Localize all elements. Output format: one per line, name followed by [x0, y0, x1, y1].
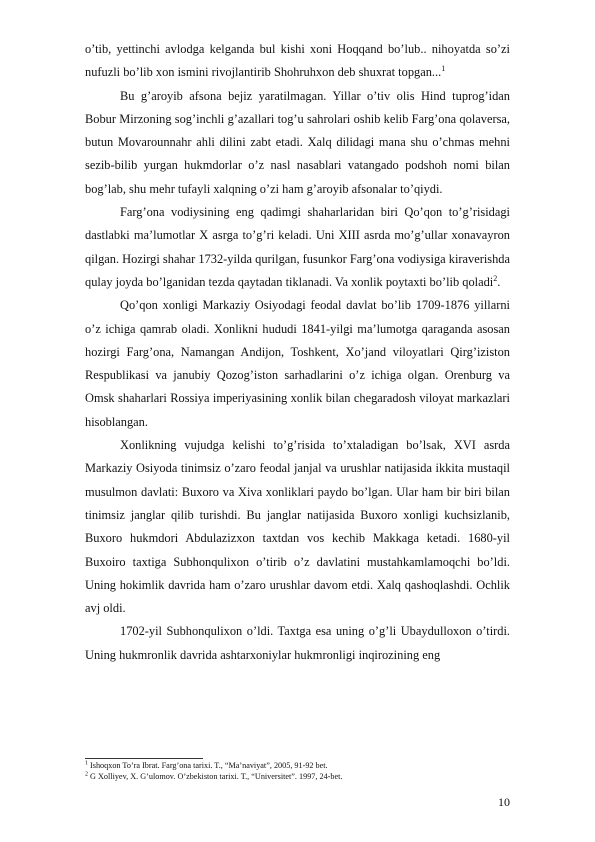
paragraph-1 [85, 38, 510, 85]
footnote-number: 1 [85, 760, 88, 767]
footnote-1 [85, 760, 510, 771]
footnote-2 [85, 771, 510, 782]
paragraph-text: 1702-yil Subhonqulixon o’ldi. Taxtga esa uning o’g’li Ubaydulloxon o’tirdi. Uning hukmronlik davrida ashtarxoniylar hukmronligi inqirozining eng [85, 624, 510, 662]
paragraph-2 [85, 85, 510, 201]
footnote-divider [85, 758, 203, 759]
footnote-ref-2[interactable]: 2 [493, 273, 498, 283]
footnote-ref-1[interactable]: 1 [441, 64, 446, 74]
paragraph-text: Bu g’aroyib afsona bejiz yaratilmagan. Yillar o’tiv olis Hind tuprog’idan Bobur Mirzoning sog’inchli g’azallari tog’u sahrolari oshib kelib Farg’ona qolaversa, butun Movarounnahr ahli dilini zabt etadi. Xalq dilidagi mana shu o’chmas mehni sezib-bilib yurgan hukmdorlar o’z nasl nasablari vatangado podshoh nomi bilan bog’lab, shu mehr tufayli xalqning o’zi ham g’aroyib afsonalar to’qiydi. [85, 88, 510, 196]
paragraph-3 [85, 201, 510, 294]
paragraph-end-punct: . [497, 274, 501, 289]
paragraph-text: o’tib, yettinchi avlodga kelganda bul kishi xoni Hoqqand bo’lub.. nihoyatda so’zi nufuzli bo’lib xon ismini rivojlantirib Shohruhxon deb shuxrat topgan... [85, 42, 510, 80]
paragraph-6 [85, 620, 510, 667]
footnote-number: 2 [85, 771, 88, 778]
paragraph-text: Qo’qon xonligi Markaziy Osiyodagi feodal davlat bo’lib 1709-1876 yillarni o’z ichiga qamrab oladi. Xonlikni hududi 1841-yilgi ma’lumotga qaraganda asosan hozirgi Farg’ona, Namangan Andijon, Toshkent, Xo’jand viloyatlari Qirg’iziston Respublikasi va janubiy Qozog’iston sarhadlarini o’z ichiga olgan. Orenburg va Omsk shaharlari Rossiya imperiyasining xonlik bilan chegaradosh viloyat markazlari hisoblangan. [85, 298, 510, 429]
paragraph-5 [85, 434, 510, 620]
paragraph-4 [85, 294, 510, 434]
footnote-text: G Xolliyev, X. G’ulomov. O’zbekiston tarixi. T., “Universitet”. 1997, 24-bet. [88, 772, 343, 781]
page-number: 10 [498, 795, 510, 809]
paragraph-text: Xonlikning vujudga kelishi to’g’risida to’xtaladigan bo’lsak, XVI asrda Markaziy Osiyoda tinimsiz o’zaro feodal janjal va urushlar natijasida ikkita mustaqil musulmon davlati: Buxoro va Xiva xonliklari paydo bo’lgan. Ular ham bir biri bilan tinimsiz janglar qilib turishdi. Bu janglar natijasida Buxoro xonligi kuchsizlanib, Buxoro hukmdori Abdulazizxon taxtdan vos kechib Makkaga ketadi. 1680-yil Buxoiro taxtiga Subhonqulixon o’tirib o’z davlatini mustahkamlamoqchi bo’ldi. Uning hokimlik davrida ham o’zaro urushlar davom etdi. Xalq qashoqlashdi. Ochlik avj oldi. [85, 438, 510, 616]
paragraph-text: Farg’ona vodiysining eng qadimgi shaharlaridan biri Qo’qon to’g’risidagi dastlabki ma’lumotlar X asrga to’g’ri keladi. Uni XIII asrda mo’g’ullar xonavayron qilgan. Hozirgi shahar 1732-yilda qurilgan, fusunkor Farg’ona vodiysiga kiraverishda qulay joyda bo’lganidan tezda qaytadan tiklanadi. Va xonlik poytaxti bo’lib qoladi [85, 205, 510, 289]
footnotes [85, 760, 510, 782]
page-body [85, 38, 510, 667]
footnote-text: Ishoqxon To’ra Ibrat. Farg’ona tarixi. T., “Ma’naviyat”, 2005, 91-92 bet. [88, 761, 328, 770]
